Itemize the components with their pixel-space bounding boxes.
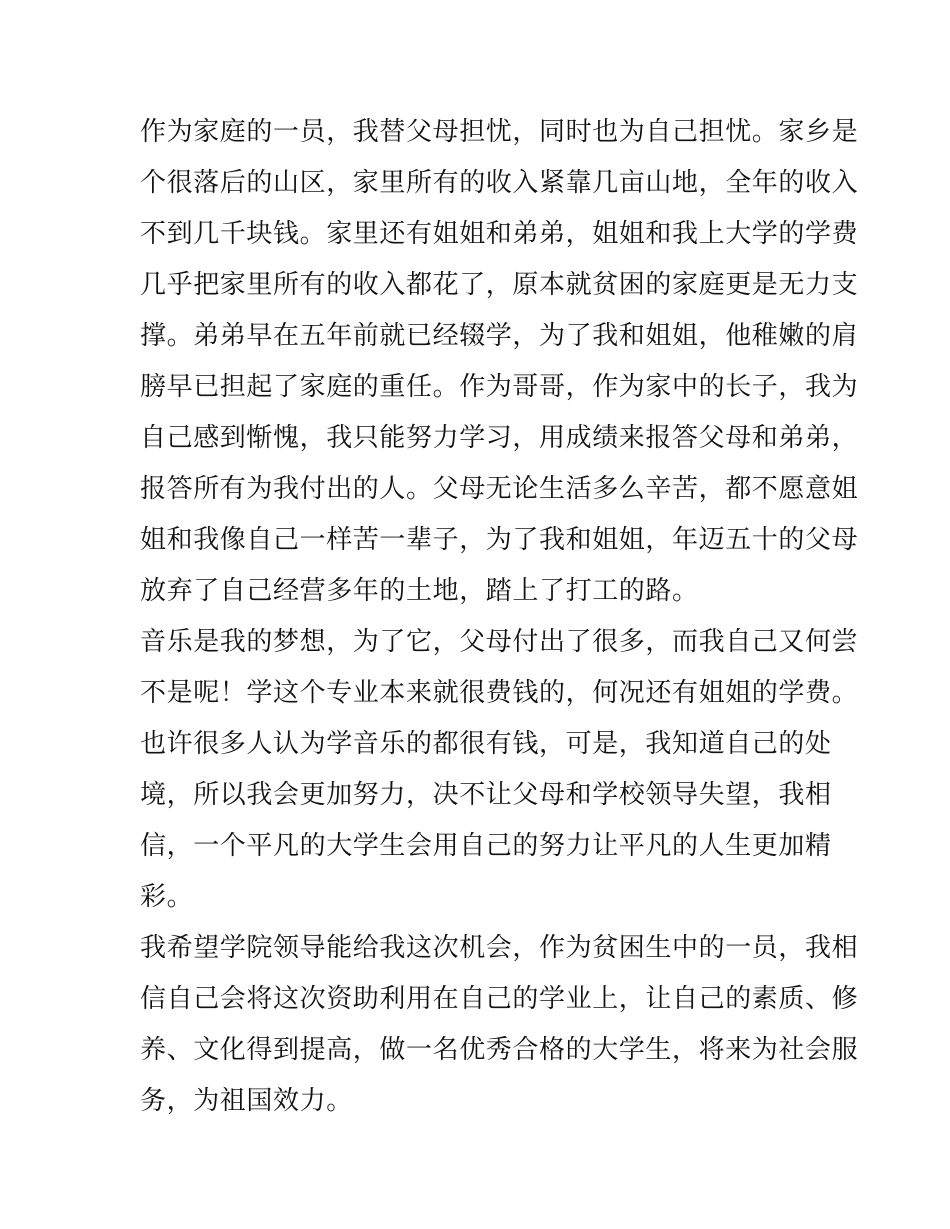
text-line: 养、文化得到提高，做一名优秀合格的大学生，将来为社会服 — [140, 1035, 859, 1065]
text-line: 自己感到惭愧，我只能努力学习，用成绩来报答父母和弟弟， — [140, 423, 859, 453]
text-line: 信，一个平凡的大学生会用自己的努力让平凡的人生更加精 — [140, 831, 832, 861]
text-line: 境，所以我会更加努力，决不让父母和学校领导失望，我相 — [140, 780, 832, 810]
text-line: 信自己会将这次资助利用在自己的学业上，让自己的素质、修 — [140, 984, 859, 1014]
text-line: 报答所有为我付出的人。父母无论生活多么辛苦，都不愿意姐 — [140, 474, 859, 504]
text-line: 也许很多人认为学音乐的都很有钱，可是，我知道自己的处 — [140, 729, 832, 759]
text-line: 几乎把家里所有的收入都花了，原本就贫困的家庭更是无力支 — [140, 270, 859, 300]
text-line: 撑。弟弟早在五年前就已经辍学，为了我和姐姐，他稚嫩的肩 — [140, 321, 859, 351]
document-body — [140, 107, 859, 1127]
text-line: 不到几千块钱。家里还有姐姐和弟弟，姐姐和我上大学的学费 — [140, 219, 859, 249]
text-line: 音乐是我的梦想，为了它，父母付出了很多，而我自己又何尝 — [140, 627, 859, 657]
text-line: 个很落后的山区，家里所有的收入紧靠几亩山地，全年的收入 — [140, 168, 859, 198]
text-line: 彩。 — [140, 882, 194, 912]
paragraph-request — [140, 923, 859, 1127]
text-line: 作为家庭的一员，我替父母担忧，同时也为自己担忧。家乡是 — [140, 117, 859, 147]
paragraph-music-dream — [140, 617, 859, 923]
text-line: 不是呢！学这个专业本来就很费钱的，何况还有姐姐的学费。 — [140, 678, 859, 708]
text-line: 放弃了自己经营多年的土地，踏上了打工的路。 — [140, 576, 699, 606]
text-line: 我希望学院领导能给我这次机会，作为贫困生中的一员，我相 — [140, 933, 859, 963]
paragraph-family-burden — [140, 107, 859, 617]
text-line: 膀早已担起了家庭的重任。作为哥哥，作为家中的长子，我为 — [140, 372, 859, 402]
text-line: 务，为祖国效力。 — [140, 1086, 353, 1116]
text-line: 姐和我像自己一样苦一辈子，为了我和姐姐，年迈五十的父母 — [140, 525, 859, 555]
